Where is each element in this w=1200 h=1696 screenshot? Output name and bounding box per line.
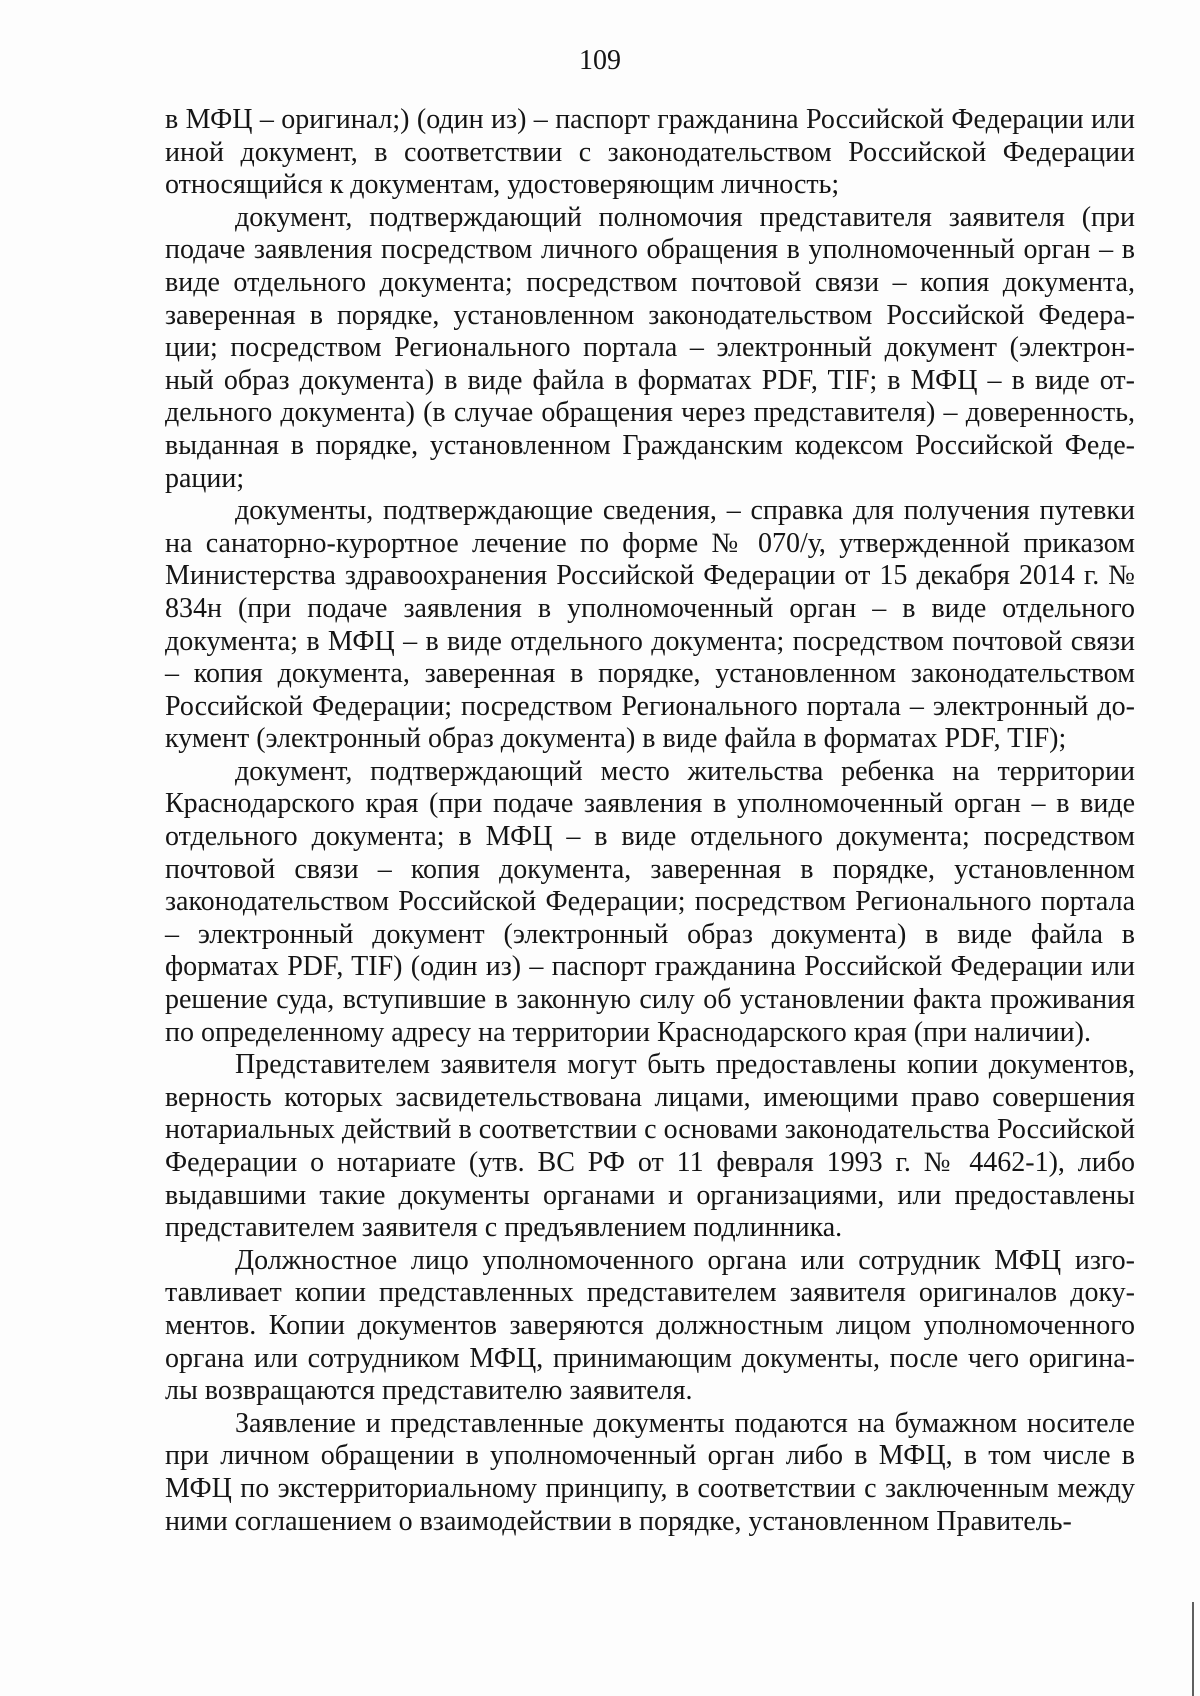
document-body	[165, 104, 1135, 1538]
page-number: 109	[579, 45, 621, 76]
paragraph-notarized-copies: Представителем заявителя могут быть предоставлены копии документов, верность которых засвидетельствована лицами, имеющими право совершения нотариальных действий в соответствии с основами законодательства Российской Федерации о нотариате (утв. ВС РФ от 11 февраля 1993 г. № 4462-1), либо выдавшими такие документы органами и организациями, или предоставлены представителем заявителя с предъявлением подлинника.	[165, 1049, 1135, 1244]
paragraph-medical-certificate: документы, подтверждающие сведения, – справка для получения путевки на санаторно-курортное лечение по форме № 070/у, утвержденной приказом Министерства здравоохранения Российской Федерации от 15 декабря 2014 г. № 834н (при подаче заявления в уполномоченный орган – в виде отдельного документа; в МФЦ – в виде отдельного документа; посредством почтовой связи – копия документа, заверенная в порядке, установленном законодательством Российской Федерации; посредством Регионального портала – электронный документ (электронный образ документа) в виде файла в форматах PDF, TIF);	[165, 495, 1135, 755]
paragraph-copies-certification: Должностное лицо уполномоченного органа или сотрудник МФЦ изготавливает копии представленных представителем заявителя оригиналов документов. Копии документов заверяются должностным лицом уполномоченного органа или сотрудником МФЦ, принимающим документы, после чего оригиналы возвращаются представителю заявителя.	[165, 1244, 1135, 1407]
paragraph-representative-authority: документ, подтверждающий полномочия представителя заявителя (при подаче заявления посредством личного обращения в уполномоченный орган – в виде отдельного документа; посредством почтовой связи – копия документа, заверенная в порядке, установленном законодательством Российской Федерации; посредством Регионального портала – электронный документ (электронный образ документа) в виде файла в форматах PDF, TIF; в МФЦ – в виде отдельного документа) (в случае обращения через представителя) – доверенность, выданная в порядке, установленном Гражданским кодексом Российской Федерации;	[165, 201, 1135, 494]
scan-edge-mark	[1192, 1602, 1194, 1696]
paragraph-identity-documents: в МФЦ – оригинал;) (один из) – паспорт гражданина Российской Федерации или иной документ, в соответствии с законодательством Российской Федерации относящийся к документам, удостоверяющим личность;	[165, 104, 1135, 201]
paragraph-submission-method: Заявление и представленные документы подаются на бумажном носителе при личном обращении в уполномоченный орган либо в МФЦ, в том числе в МФЦ по экстерриториальному принципу, в соответствии с заключенным между ними соглашением о взаимодействии в порядке, установленном Правитель-	[165, 1407, 1135, 1537]
paragraph-residence-document: документ, подтверждающий место жительства ребенка на территории Краснодарского края (при подаче заявления в уполномоченный орган – в виде отдельного документа; в МФЦ – в виде отдельного документа; посредством почтовой связи – копия документа, заверенная в порядке, установленном законодательством Российской Федерации; посредством Регионального портала – электронный документ (электронный образ документа) в виде файла в форматах PDF, TIF) (один из) – паспорт гражданина Российской Федерации или решение суда, вступившие в законную силу об установлении факта проживания по определенному адресу на территории Краснодарского края (при наличии).	[165, 755, 1135, 1048]
